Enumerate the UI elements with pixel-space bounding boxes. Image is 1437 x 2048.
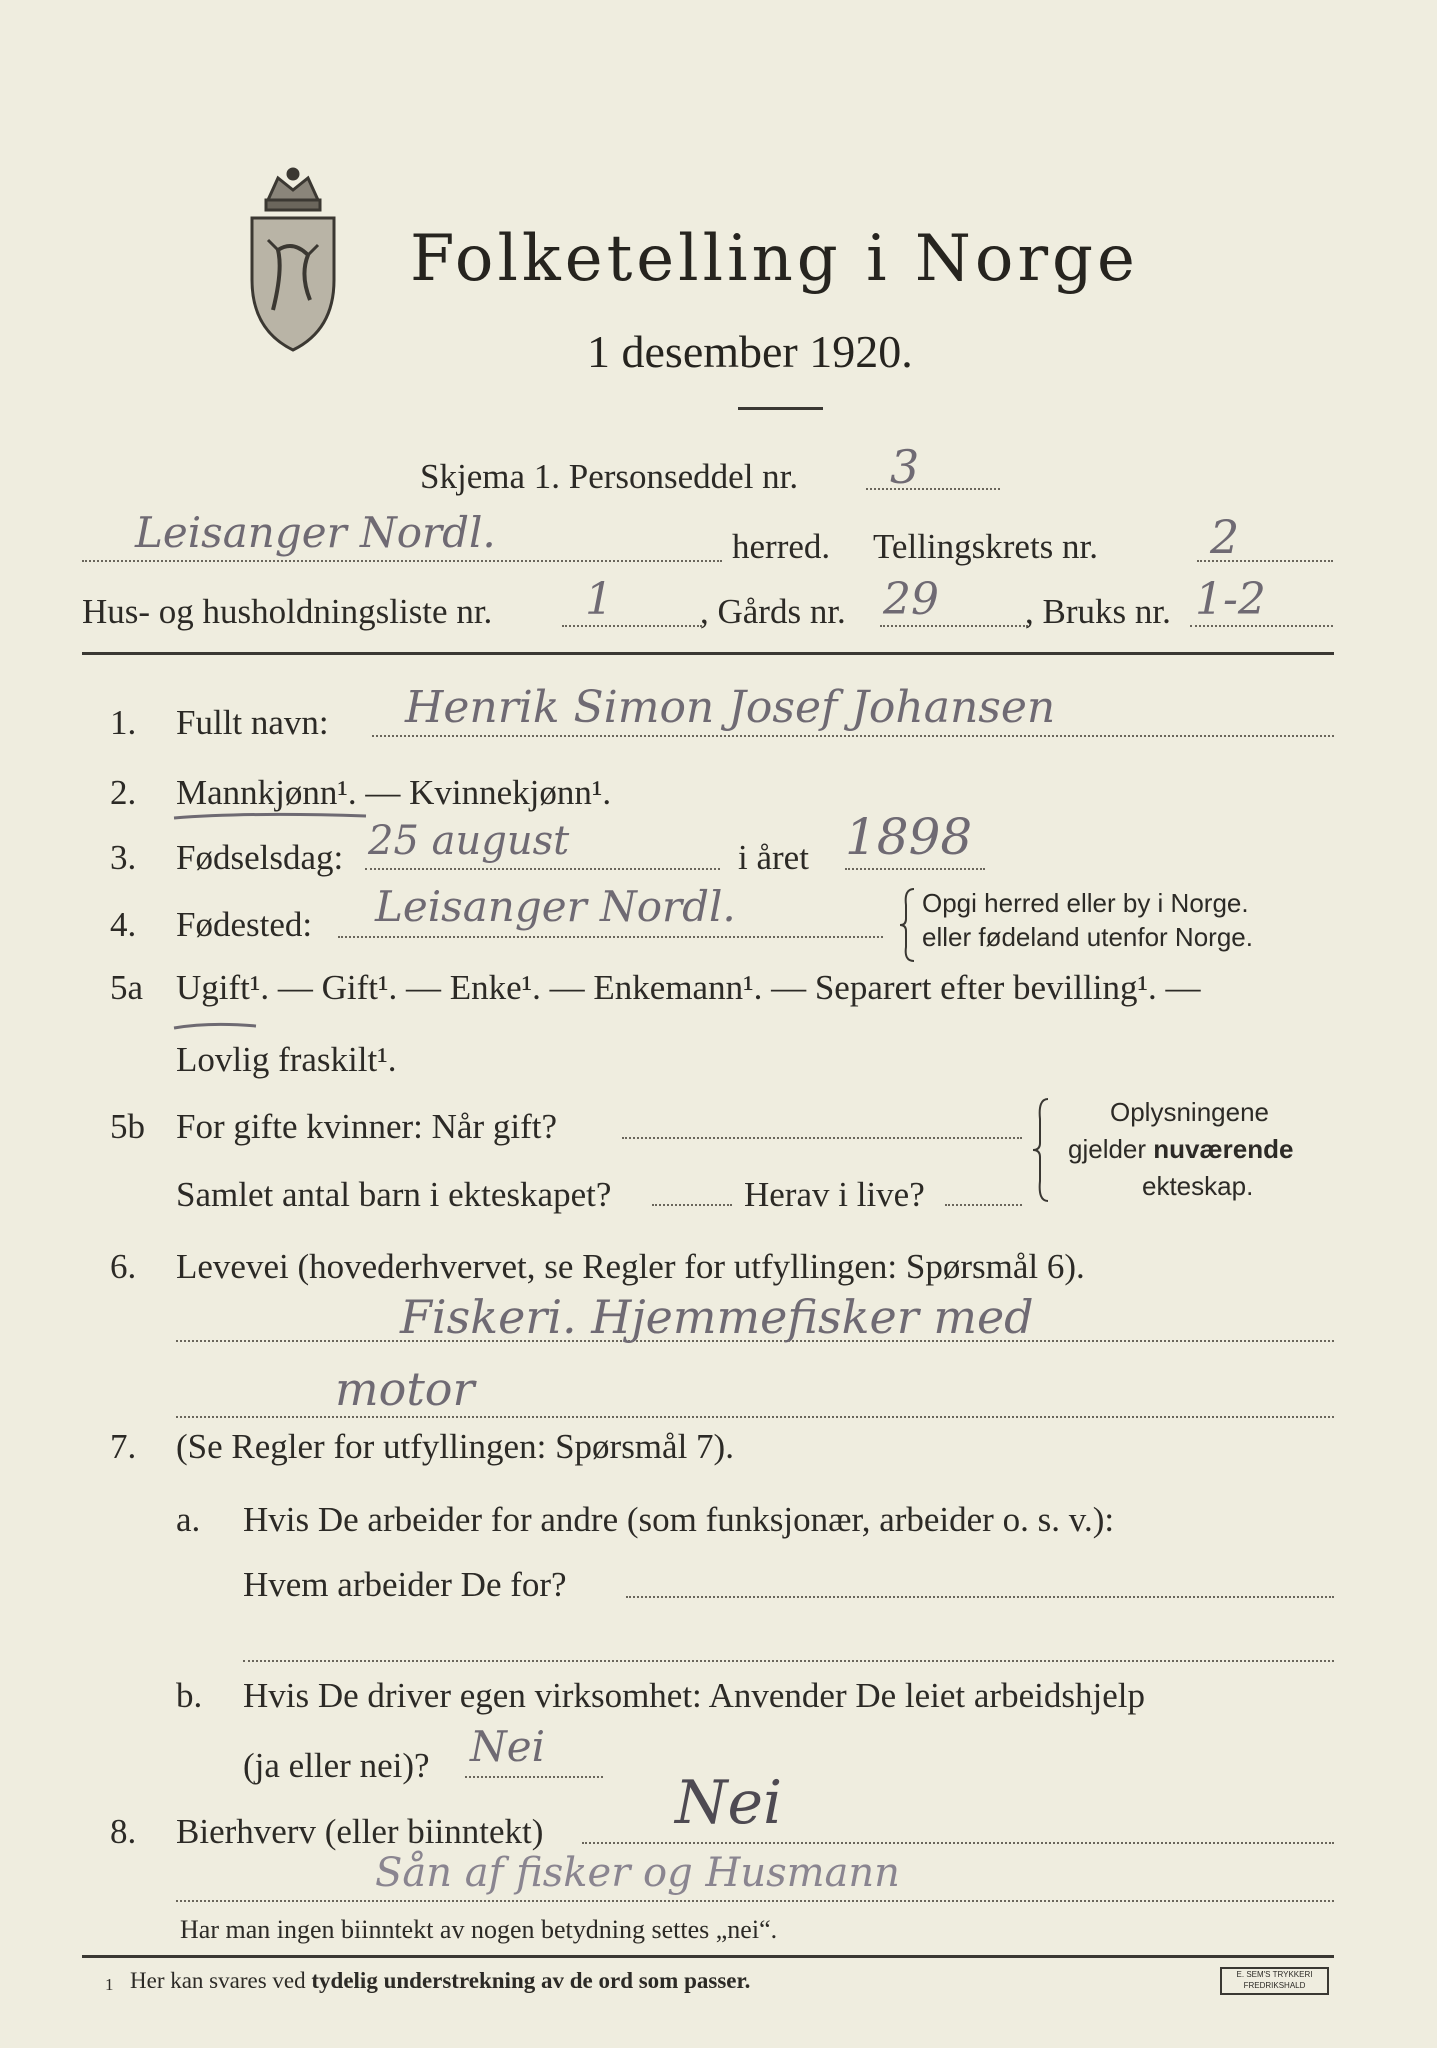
q7a-question: Hvem arbeider De for? bbox=[243, 1565, 567, 1604]
gards-label: , Gårds nr. bbox=[700, 592, 846, 631]
children-alive-field[interactable] bbox=[945, 1204, 1022, 1206]
occupation-value-line2: motor bbox=[335, 1362, 475, 1416]
birth-year-field[interactable] bbox=[845, 868, 985, 870]
herred-value: Leisanger Nordl. bbox=[135, 508, 496, 557]
q5b-note-nuvaerende: nuværende bbox=[1153, 1134, 1294, 1164]
birthday-value: 25 august bbox=[368, 818, 570, 864]
herred-field[interactable] bbox=[82, 560, 722, 562]
marital-status-options[interactable]: Ugift¹. — Gift¹. — Enke¹. — Enkemann¹. — Separert efter bevilling¹. — bbox=[176, 968, 1201, 1007]
q5b-label-married: For gifte kvinner: Når gift? bbox=[176, 1107, 558, 1146]
mannkjonn-option[interactable]: Mannkjønn¹. bbox=[176, 773, 357, 812]
section-divider bbox=[82, 652, 1334, 655]
q5b-note-line2 bbox=[1068, 1132, 1293, 1166]
gards-field[interactable] bbox=[880, 625, 1028, 627]
occupation-value-line1: Fiskeri. Hjemmefisker med bbox=[400, 1290, 1034, 1344]
hus-label: Hus- og husholdningsliste nr. bbox=[82, 592, 493, 631]
q6-number: 6. bbox=[110, 1247, 137, 1286]
personseddel-field[interactable] bbox=[866, 488, 1000, 490]
tellingskrets-label: Tellingskrets nr. bbox=[873, 527, 1099, 566]
q4-note-line2: eller fødeland utenfor Norge. bbox=[922, 922, 1253, 952]
tellingskrets-value: 2 bbox=[1210, 510, 1240, 564]
q7a-text: Hvis De arbeider for andre (som funksjonær, arbeider o. s. v.): bbox=[243, 1500, 1115, 1539]
printer-stamp: E. SEM'S TRYKKERI FREDRIKSHALD bbox=[1220, 1967, 1329, 1995]
q7-label: (Se Regler for utfyllingen: Spørsmål 7). bbox=[176, 1427, 734, 1466]
q2-separator: — bbox=[356, 773, 410, 812]
q5b-note-gjelder: gjelder bbox=[1068, 1134, 1154, 1164]
q7a-letter: a. bbox=[176, 1500, 201, 1539]
hired-help-value: Nei bbox=[470, 1722, 546, 1771]
footer-note: Har man ingen biinntekt av nogen betydning settes „nei“. bbox=[180, 1915, 778, 1944]
q8-number: 8. bbox=[110, 1812, 137, 1851]
q5b-note-line1: Oplysningene bbox=[1110, 1097, 1269, 1127]
skjema-label: Skjema 1. Personseddel nr. bbox=[420, 457, 799, 496]
bruks-label: , Bruks nr. bbox=[1025, 592, 1171, 631]
q5b-note-line3: ekteskap. bbox=[1142, 1171, 1254, 1201]
full-name-value: Henrik Simon Josef Johansen bbox=[405, 682, 1056, 733]
side-income-value-line2: Sån af fisker og Husmann bbox=[375, 1850, 900, 1896]
herred-label: herred. bbox=[732, 527, 831, 566]
lovlig-fraskilt-option[interactable]: Lovlig fraskilt¹. bbox=[176, 1040, 397, 1079]
personseddel-value: 3 bbox=[890, 440, 920, 494]
q4-brace bbox=[898, 885, 920, 965]
coat-of-arms-icon bbox=[238, 160, 348, 360]
hired-help-field[interactable] bbox=[465, 1776, 603, 1778]
page-title: Folketelling i Norge bbox=[410, 222, 1139, 296]
kvinnekjonn-option[interactable]: Kvinnekjønn¹. bbox=[409, 773, 612, 812]
footnote-number: 1 bbox=[105, 1975, 114, 1994]
mannkjonn-underline bbox=[170, 808, 370, 824]
birth-year-value: 1898 bbox=[845, 808, 973, 866]
hus-value: 1 bbox=[585, 574, 613, 625]
employer-field-line1[interactable] bbox=[626, 1596, 1334, 1598]
q7-number: 7. bbox=[110, 1427, 137, 1466]
side-income-value-line1: Nei bbox=[675, 1768, 783, 1838]
q3-number: 3. bbox=[110, 838, 137, 877]
q1-label: Fullt navn: bbox=[176, 703, 329, 742]
married-date-field[interactable] bbox=[622, 1137, 1022, 1139]
q4-label: Fødested: bbox=[176, 905, 313, 944]
hus-field[interactable] bbox=[562, 625, 702, 627]
occupation-field-line2[interactable] bbox=[176, 1416, 1334, 1418]
q2-options bbox=[176, 773, 611, 813]
q5b-brace bbox=[1030, 1095, 1054, 1205]
q7b-question: (ja eller nei)? bbox=[243, 1746, 430, 1785]
title-divider bbox=[738, 407, 823, 410]
q4-note-line1: Opgi herred eller by i Norge. bbox=[922, 888, 1249, 918]
q1-number: 1. bbox=[110, 703, 137, 742]
q5b-label-children: Samlet antal barn i ekteskapet? bbox=[176, 1175, 612, 1214]
q3-label: Fødselsdag: bbox=[176, 838, 344, 877]
side-income-field-line1[interactable] bbox=[582, 1842, 1334, 1844]
full-name-field[interactable] bbox=[372, 735, 1334, 737]
birthday-field[interactable] bbox=[365, 868, 720, 870]
census-date: 1 desember 1920. bbox=[587, 326, 913, 377]
employer-field-line2[interactable] bbox=[243, 1660, 1334, 1662]
birthplace-value: Leisanger Nordl. bbox=[375, 882, 736, 931]
q5b-label-alive: Herav i live? bbox=[744, 1175, 925, 1214]
children-count-field[interactable] bbox=[652, 1204, 732, 1206]
gards-value: 29 bbox=[883, 574, 939, 625]
footnote-text-b: tydelig understrekning av de ord som passer. bbox=[311, 1968, 751, 1993]
q6-label: Levevei (hovederhvervet, se Regler for utfyllingen: Spørsmål 6). bbox=[176, 1247, 1085, 1286]
footnote-text-a: Her kan svares ved bbox=[130, 1968, 312, 1993]
side-income-field-line2[interactable] bbox=[176, 1900, 1334, 1902]
ugift-underline bbox=[170, 1020, 260, 1034]
footnote-text bbox=[130, 1968, 750, 1994]
footer-divider bbox=[82, 1955, 1334, 1958]
birthplace-field[interactable] bbox=[338, 936, 883, 938]
bruks-field[interactable] bbox=[1190, 625, 1333, 627]
bruks-value: 1-2 bbox=[1195, 574, 1266, 625]
q7b-letter: b. bbox=[176, 1676, 203, 1715]
q7b-text: Hvis De driver egen virksomhet: Anvender De leiet arbeidshjelp bbox=[243, 1676, 1145, 1715]
year-label: i året bbox=[738, 838, 809, 877]
q5a-number: 5a bbox=[110, 968, 144, 1007]
q4-number: 4. bbox=[110, 905, 137, 944]
q8-label: Bierhverv (eller biinntekt) bbox=[176, 1812, 544, 1851]
q2-number: 2. bbox=[110, 773, 137, 812]
q5b-number: 5b bbox=[110, 1107, 145, 1146]
